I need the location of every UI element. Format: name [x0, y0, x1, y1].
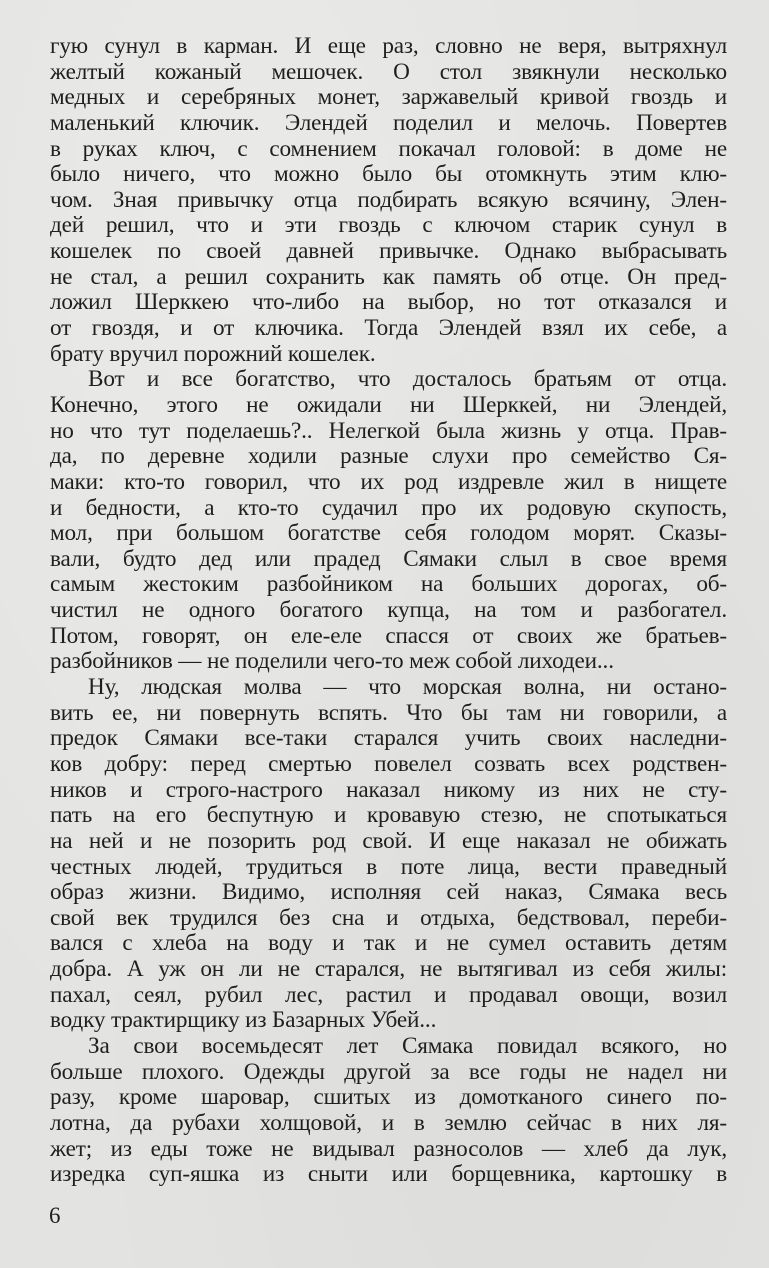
text-line: пахал, сеял, рубил лес, растил и продавал овощи, возил: [50, 981, 727, 1008]
text-line: ков добру: перед смертью повелел созвать всех родствен-: [50, 750, 727, 777]
page-number: 6: [49, 1203, 61, 1228]
paragraph: [50, 675, 727, 1034]
text-line: на ней и не позорить род свой. И еще наказал не обижать: [50, 827, 727, 854]
text-line: Потом, говорят, он еле-еле спасся от своих же братьев-: [50, 622, 727, 649]
text-line: больше плохого. Одежды другой за все годы не надел ни: [50, 1058, 727, 1085]
text-line: вался с хлеба на воду и так и не сумел оставить детям: [50, 930, 727, 957]
text-line: жет; из еды тоже не видывал разносолов — хлеб да лук,: [50, 1135, 727, 1162]
text-line: ников и строго-настрого наказал никому из них не сту-: [50, 776, 727, 803]
paragraph: [50, 1034, 727, 1188]
text-line: свой век трудился без сна и отдыха, бедствовал, переби-: [50, 904, 727, 931]
text-line: честных людей, трудиться в поте лица, вести праведный: [50, 853, 727, 880]
text-line: медных и серебряных монет, заржавелый кривой гвоздь и: [50, 84, 727, 111]
text-line: мол, при большом богатстве себя голодом морят. Сказы-: [50, 520, 727, 547]
text-line: Конечно, этого не ожидали ни Шерккей, ни Элендей,: [50, 391, 727, 418]
text-line: маленький ключик. Элендей поделил и мелочь. Повертев: [50, 109, 727, 136]
paragraph: [50, 367, 727, 675]
text-line: самым жестоким разбойником на больших дорогах, об-: [50, 571, 727, 598]
text-line: добра. А уж он ли не старался, не вытягивал из себя жилы:: [50, 956, 727, 983]
text-line: разу, кроме шаровар, сшитых из домотканого синего по-: [50, 1084, 727, 1111]
text-line: чистил не одного богатого купца, на том и разбогател.: [50, 597, 727, 624]
text-line: было ничего, что можно было бы отомкнуть этим клю-: [50, 161, 727, 188]
text-line: брату вручил порожний кошелек.: [50, 340, 376, 367]
text-line: Вот и все богатство, что досталось братьям от отца.: [88, 366, 727, 393]
body-text: [50, 34, 727, 1188]
text-line: предок Сямаки все-таки старался учить своих наследни-: [50, 725, 727, 752]
text-line: дей решил, что и эти гвоздь с ключом старик сунул в: [50, 212, 727, 239]
text-line: пать на его беспутную и кровавую стезю, не спотыкаться: [50, 802, 727, 829]
text-line: гую сунул в карман. И еще раз, словно не веря, вытряхнул: [50, 33, 727, 59]
text-line: вали, будто дед или прадед Сямаки слыл в свое время: [50, 545, 727, 572]
text-line: изредка суп-яшка из сныти или борщевника, картошку в: [50, 1161, 727, 1188]
text-line: вить ее, ни повернуть вспять. Что бы там ни говорили, а: [50, 699, 727, 726]
text-line: да, по деревне ходили разные слухи про семейство Ся-: [50, 443, 727, 470]
text-line: лотна, да рубахи холщовой, и в землю сейчас в них ля-: [50, 1109, 727, 1136]
text-line: но что тут поделаешь?.. Нелегкой была жизнь у отца. Прав-: [50, 417, 727, 444]
text-line: разбойников — не поделили чего-то меж собой лиходеи...: [50, 648, 614, 675]
text-line: ложил Шерккею что-либо на выбор, но тот отказался и: [50, 289, 727, 316]
text-line: и бедности, а кто-то судачил про их родовую скупость,: [50, 494, 727, 521]
text-line: желтый кожаный мешочек. О стол звякнули несколько: [50, 58, 727, 85]
text-line: Ну, людская молва — что морская волна, ни остано-: [88, 674, 727, 701]
text-line: маки: кто-то говорил, что их род издревле жил в нищете: [50, 468, 727, 495]
text-line: За свои восемьдесят лет Сямака повидал всякого, но: [88, 1032, 727, 1059]
text-line: чом. Зная привычку отца подбирать всякую всячину, Элен-: [50, 186, 727, 213]
paragraph: [50, 34, 727, 367]
text-line: не стал, а решил сохранить как память об отце. Он пред-: [50, 263, 727, 290]
text-line: в руках ключ, с сомнением покачал головой: в доме не: [50, 135, 727, 162]
text-line: кошелек по своей давней привычке. Однако выбрасывать: [50, 238, 727, 265]
text-line: образ жизни. Видимо, исполняя сей наказ, Сямака весь: [50, 879, 727, 906]
text-line: от гвоздя, и от ключика. Тогда Элендей взял их себе, а: [50, 315, 727, 342]
text-line: водку трактирщику из Базарных Убей...: [50, 1007, 437, 1034]
